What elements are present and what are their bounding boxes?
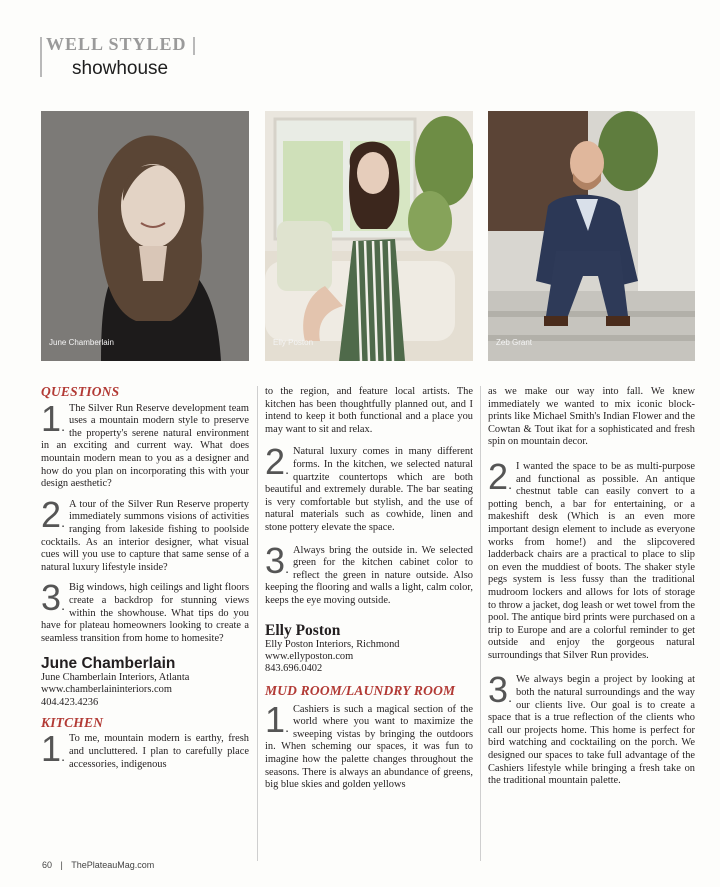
designer-phone: 404.423.4236 [41,696,99,708]
item-number: 3 . [488,676,512,711]
kitchen-answer-3 [265,539,473,608]
portrait-woman-striped-dress-image [265,111,473,361]
questions-heading: QUESTIONS [41,384,120,399]
column-divider [257,386,258,861]
designer-company: Elly Poston Interiors, Richmond [265,638,400,650]
article-column-3 [488,386,695,788]
photo-elly-poston [265,111,473,361]
answer-text: Always bring the outside in. We selected green for the kitchen cabinet color to reflect the green in nature outside. Also keeping the flooring and walls a light, calm color, keeps the eye moving outside. [265,544,473,606]
question-2 [41,493,249,575]
designer-website: www.chamberlaininteriors.com [41,684,172,696]
answer-text: We always begin a project by looking at both the natural surroundings and the way our clients live. Our goal is to create a space that is a true reflection of the clients who call our projects home. This home is perfect for bird watching and cocktailing on the porch. We designed our spaces to take full advantage of the Cashiers lifestyle while bringing a fresh take on the traditional mountain palette. [488,674,695,787]
question-1 [41,397,249,491]
item-number: 3 . [41,584,65,619]
article-column-2 [265,386,473,792]
photo-caption: Zeb Grant [496,338,533,347]
item-number: 2 . [265,448,289,483]
item-number: 3 . [265,547,289,582]
item-number: 1 . [265,706,289,741]
section-rule-right [193,37,195,55]
item-number: 2 . [41,501,65,536]
item-number: 2 . [488,463,512,498]
mud-room-answer-1 [265,698,473,792]
kitchen-answer-2 [265,441,473,534]
answer-text: Cashiers is such a magical section of the world where you want to maximize the sweeping vistas by bringing the outdoors in. When scheming our spaces, it was fun to imagine how the palette changes throughout the seasons. There is always an abundance of greens, big blue skies and golden yellows [265,703,473,791]
answer-text: I wanted the space to be as multi-purpose and functional as possible. An antique chestnut table can easily convert to a potting bench, a bar for entertaining, or a makeshift desk (Which is an even more important design element to include as everyone works from home!) and the slipcovered ladderback chairs are a practical to place to slip on even the muddiest of boots. The shaker style pegs system is less fussy than the traditional mudroom lockers and allows for lots of storage to throw a jacket, dog leash or wet towel from the pool. The antique bird prints were purchased on a trip to Europe and are a colorful reminder to get outside and enjoy the gorgeous natural surroundings that Silver Run provides. [488,460,695,661]
kitchen-heading: KITCHEN [41,714,104,730]
page-footer [42,860,154,870]
photo-caption: June Chamberlain [49,338,114,347]
mud-room-answer-1-continued: as we make our way into fall. We knew immediately we wanted to mix iconic block-prints like Michael Smith's Indian Flower and the Cowtan & Tout ikat for a sophisticated and fresh spin on mountain decor. [488,386,695,448]
photo-june-chamberlain [41,111,249,361]
article-column-1 [41,386,249,771]
magazine-website: ThePlateauMag.com [71,860,155,870]
item-number: 1 . [41,405,65,440]
portrait-man-suit-image [488,111,695,361]
designer-name: Elly Poston [265,621,341,639]
question-text: Big windows, high ceilings and light floors create a backdrop for stunning views within the showhouse. What tips do you have for plateau homeowners looking to create a seamless transition from home to homesite? [41,582,249,644]
designer-company: June Chamberlain Interiors, Atlanta [41,672,190,684]
designer-name: June Chamberlain [41,655,176,673]
section-subtitle: showhouse [72,58,169,79]
section-title: WELL STYLED [46,34,187,54]
photo-zeb-grant [488,111,695,361]
portrait-woman-blonde-image [41,111,249,361]
page-number: 60 [42,860,53,870]
column-divider [480,386,481,861]
answer-text: To me, mountain modern is earthy, fresh and uncluttered. I plan to carefully place accessories, indigenous [69,733,249,770]
kitchen-answer-1 [41,728,249,771]
photo-caption: Elly Poston [273,338,314,347]
mud-room-answer-3 [488,669,695,787]
designer-website: www.ellyposton.com [265,650,354,662]
mud-room-heading: MUD ROOM/LAUNDRY ROOM [265,683,456,699]
designer-phone: 843.696.0402 [265,662,323,674]
footer-separator: | [60,860,63,870]
mud-room-answer-2 [488,455,695,663]
answer-text: Natural luxury comes in many different forms. In the kitchen, we selected natural quartzite countertops which are both beautiful and extremely durable. The bar seating is very comfortable but stylish, and the use of natural materials such as cowhide, linen and stone pottery elevate the space. [265,446,473,533]
kitchen-answer-1-continued: to the region, and feature local artists. The kitchen has been thoughtfully planned out, and I intend to keep it both functional and a place you may want to sit and relax. [265,386,473,435]
question-text: A tour of the Silver Run Reserve property immediately summons visions of activities ranging from lakeside fishing to poolside cocktails. As an interior designer, what visual cues will you use to capture that same sense of a natural luxury lifestyle inside? [41,498,249,573]
question-text: The Silver Run Reserve development team uses a mountain modern style to preserve the property's serene natural environment in an exciting and current way. What does mountain modern mean to you as a designer and how do you plan on incorporating this with your design aesthetic? [41,402,249,490]
question-3 [41,577,249,645]
section-rule-left [40,37,42,77]
item-number: 1 . [41,735,65,770]
